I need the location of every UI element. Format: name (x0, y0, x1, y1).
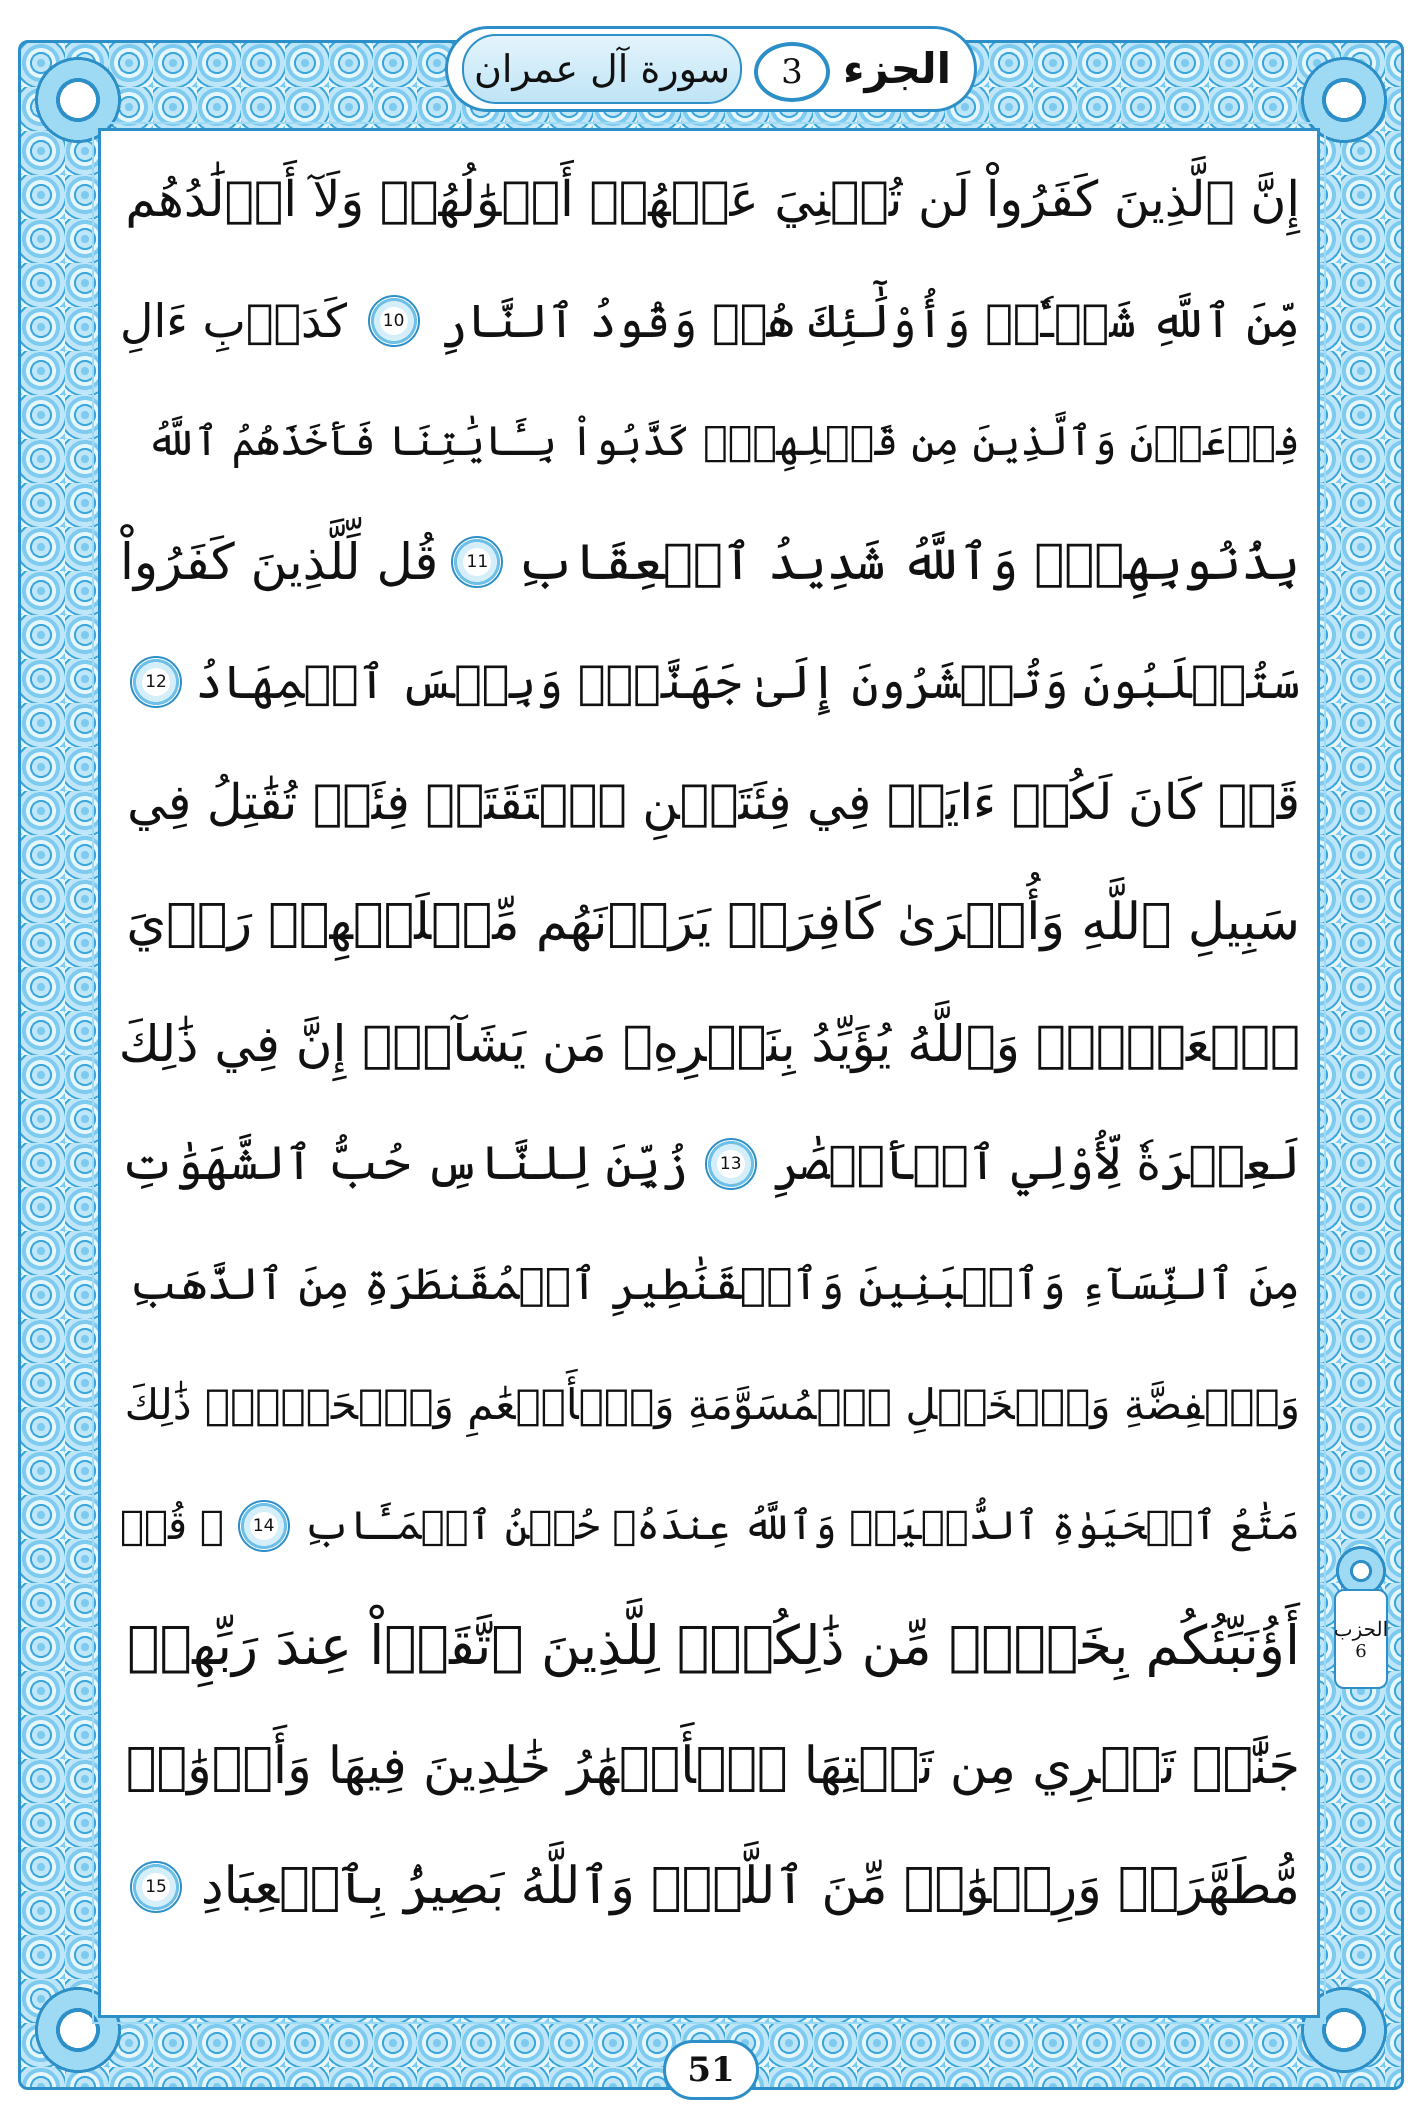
ayah-number-marker: 10 (368, 295, 420, 347)
ayah-number-marker: 12 (130, 656, 182, 708)
line-text: مِنَ ٱلنِّسَآءِ وَٱلۡبَنِينَ وَٱلۡقَنَٰطِيرِ ٱلۡمُقَنطَرَةِ مِنَ ٱلذَّهَبِ (129, 1258, 1300, 1310)
hizb-box (1334, 1589, 1388, 1689)
quran-line (120, 1596, 1300, 1696)
line-text-after-ayah: زُيِّنَ لِلنَّاسِ حُبُّ ٱلشَّهَوَٰتِ (120, 1136, 689, 1191)
line-text: سَتُغۡلَبُونَ وَتُحۡشَرُونَ إِلَىٰ جَهَنَّمَۖ وَبِئۡسَ ٱلۡمِهَادُ (195, 655, 1300, 709)
quran-line (120, 271, 1300, 371)
line-text: مُّطَهَّرَةٞ وَرِضۡوَٰنٞ مِّنَ ٱللَّهِۗ وَٱللَّهُ بَصِيرُۢ بِٱلۡعِبَادِ (200, 1857, 1300, 1916)
quran-line (120, 1355, 1300, 1455)
ayah-number-marker: 14 (238, 1500, 290, 1552)
ayah-number-marker: 11 (451, 536, 503, 588)
line-text: بِذُنُوبِهِمۡۗ وَٱللَّهُ شَدِيدُ ٱلۡعِقَابِ (516, 532, 1300, 591)
line-text: فِرۡعَوۡنَ وَٱلَّذِينَ مِن قَبۡلِهِمۡۚ كَذَّبُواْ بِـَٔايَٰتِنَا فَأَخَذَهُمُ ٱللَّهُ (146, 417, 1300, 465)
ayah-number-marker: 15 (130, 1861, 182, 1913)
line-text: إِنَّ ٱلَّذِينَ كَفَرُواْ لَن تُغۡنِيَ عَنۡهُمۡ أَمۡوَٰلُهُمۡ وَلَآ أَوۡلَٰدُهُم (125, 171, 1300, 228)
ayah-number-marker: 13 (705, 1138, 757, 1190)
juz-label: الجزء (842, 43, 952, 93)
quran-line (120, 994, 1300, 1094)
hizb-marker (1330, 1535, 1392, 1705)
quran-line (120, 632, 1300, 732)
surah-number-badge: 3 (754, 42, 830, 102)
line-text: مَتَٰعُ ٱلۡحَيَوٰةِ ٱلدُّنۡيَاۖ وَٱللَّهُ عِندَهُۥ حُسۡنُ ٱلۡمَـَٔابِ (303, 1502, 1300, 1549)
quran-line (120, 150, 1300, 250)
line-text: جَنَّٰتٞ تَجۡرِي مِن تَحۡتِهَا ٱلۡأَنۡهَٰرُ خَٰلِدِينَ فِيهَا وَأَزۡوَٰجٞ (125, 1736, 1300, 1796)
quran-line (120, 1235, 1300, 1335)
quran-line (120, 391, 1300, 491)
hizb-number: 6 (1355, 1640, 1367, 1662)
page-number: 51 (663, 2040, 759, 2100)
line-text: قَدۡ كَانَ لَكُمۡ ءَايَةٞ فِي فِئَتَيۡنِ ٱلۡتَقَتَاۖ فِئَةٞ تُقَٰتِلُ فِي (127, 773, 1300, 831)
line-text-after-ayah: ۞ قُلۡ (120, 1502, 224, 1549)
line-text-after-ayah: قُل لِّلَّذِينَ كَفَرُواْ (120, 532, 439, 591)
line-text: أَؤُنَبِّئُكُم بِخَيۡرٖ مِّن ذَٰلِكُمۡۖ لِلَّذِينَ ٱتَّقَوۡاْ عِندَ رَبِّهِمۡ (127, 1614, 1300, 1677)
line-text-after-ayah: كَدَأۡبِ ءَالِ (120, 293, 348, 348)
quran-line (120, 1837, 1300, 1937)
line-text: سَبِيلِ ٱللَّهِ وَأُخۡرَىٰ كَافِرَةٞ يَرَوۡنَهُم مِّثۡلَيۡهِمۡ رَأۡيَ (126, 893, 1300, 952)
quran-line (120, 1717, 1300, 1817)
hizb-label: الحزب (1333, 1616, 1389, 1641)
quran-line (120, 753, 1300, 853)
quran-line (120, 512, 1300, 612)
line-text: مِّنَ ٱللَّهِ شَيۡـٔٗاۖ وَأُوْلَٰٓئِكَ هُمۡ وَقُودُ ٱلنَّارِ (440, 293, 1300, 348)
quran-text (120, 150, 1300, 1990)
line-text: ٱلۡعَيۡنِۚ وَٱللَّهُ يُؤَيِّدُ بِنَصۡرِهِۦ مَن يَشَآءُۚ إِنَّ فِي ذَٰلِكَ (118, 1014, 1300, 1073)
quran-line (120, 1476, 1300, 1576)
hizb-ornament-icon (1334, 1535, 1388, 1595)
quran-line (120, 873, 1300, 973)
surah-name: سورة آل عمران (462, 34, 742, 104)
line-text: وَٱلۡفِضَّةِ وَٱلۡخَيۡلِ ٱلۡمُسَوَّمَةِ وَٱلۡأَنۡعَٰمِ وَٱلۡحَرۡثِۗ ذَٰلِكَ (124, 1380, 1300, 1429)
line-text: لَعِبۡرَةٗ لِّأُوْلِي ٱلۡأَبۡصَٰرِ (773, 1136, 1300, 1191)
quran-line (120, 1114, 1300, 1214)
